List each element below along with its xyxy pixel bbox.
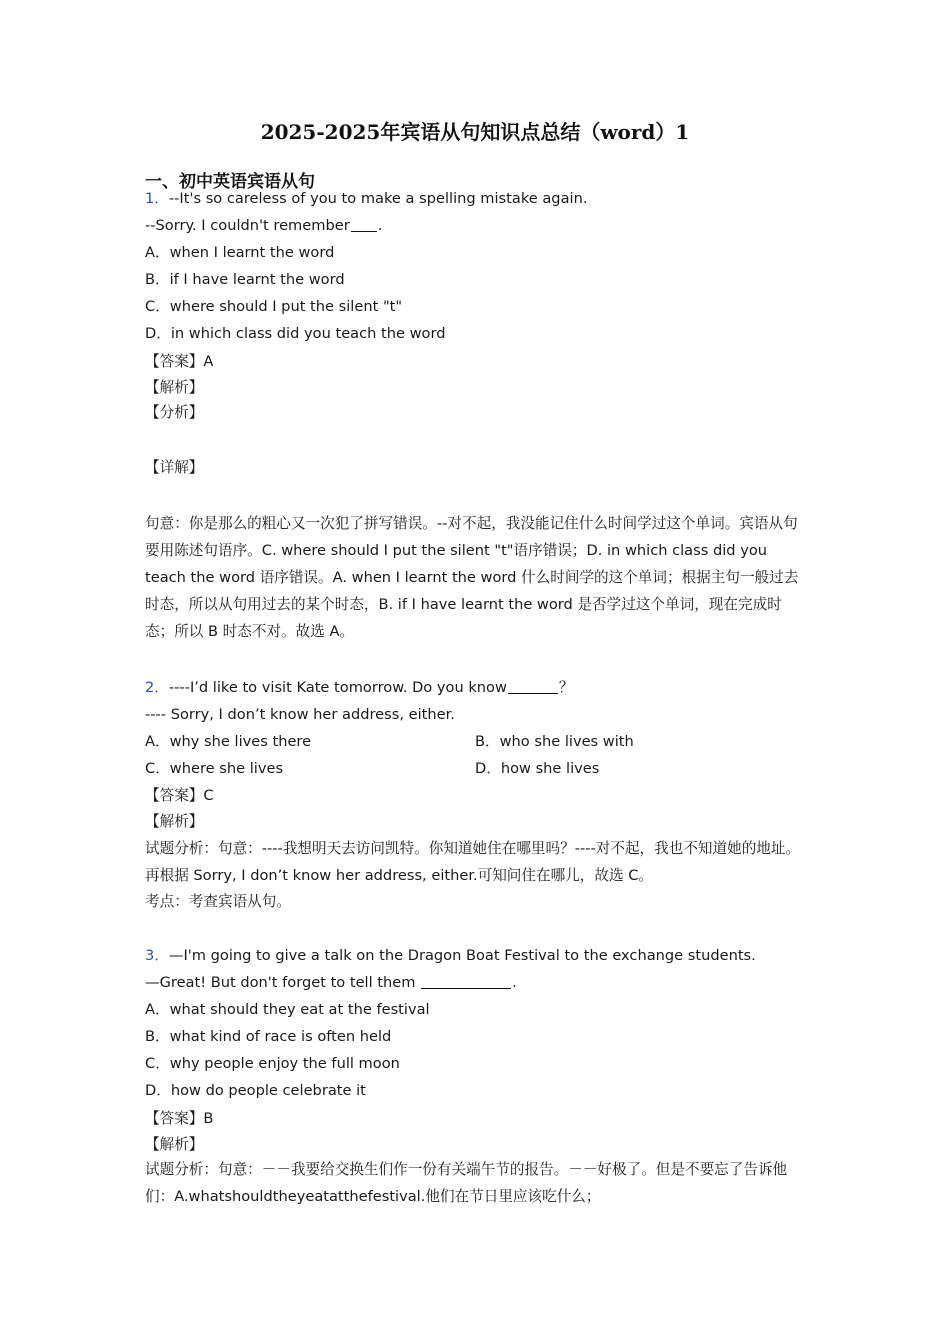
question-1-number: 1． bbox=[145, 190, 169, 207]
question-1-stem-line1: 1．--It's so careless of you to make a spelling mistake again. bbox=[145, 190, 588, 207]
section-heading: 一、初中英语宾语从句 bbox=[145, 172, 315, 192]
answer-blank bbox=[421, 974, 511, 989]
question-2-option-d: D．how she lives bbox=[475, 760, 600, 777]
question-3-option-d: D．how do people celebrate it bbox=[145, 1082, 366, 1099]
answer-blank bbox=[508, 679, 558, 694]
question-1-option-a: A．when I learnt the word bbox=[145, 244, 335, 261]
question-3-analysis-label: 【解析】 bbox=[145, 1136, 204, 1153]
question-2-kaodian: 考点：考查宾语从句。 bbox=[145, 893, 291, 910]
question-1-fenxi-label: 【分析】 bbox=[145, 404, 204, 421]
question-1-option-d: D．in which class did you teach the word bbox=[145, 325, 446, 342]
question-1-stem-line2: --Sorry. I couldn't remember . bbox=[145, 217, 383, 234]
question-2-explanation: 试题分析：句意：----我想明天去访问凯特。你知道她住在哪里吗？----对不起，我也不知道她的地址。再根据 Sorry, I don’t know her address, either.可知问住在哪儿，故选 C。 bbox=[145, 840, 801, 884]
question-2-stem-line2: ---- Sorry, I don’t know her address, either. bbox=[145, 706, 455, 723]
question-1-answer: 【答案】A bbox=[145, 353, 214, 370]
question-1-option-c: C．where should I put the silent "t" bbox=[145, 298, 403, 315]
question-3-stem-line1: 3．—I'm going to give a talk on the Dragon Boat Festival to the exchange students. bbox=[145, 947, 756, 964]
question-3-option-c: C．why people enjoy the full moon bbox=[145, 1055, 400, 1072]
answer-blank bbox=[351, 217, 377, 232]
question-3-option-a: A．what should they eat at the festival bbox=[145, 1001, 430, 1018]
question-3-option-b: B．what kind of race is often held bbox=[145, 1028, 392, 1045]
question-2-option-c: C．where she lives bbox=[145, 760, 284, 777]
question-1-xiangjie-label: 【详解】 bbox=[145, 459, 204, 476]
question-2-number: 2． bbox=[145, 679, 169, 696]
document-title: 2025-2025年宾语从句知识点总结（word）1 bbox=[260, 120, 690, 144]
question-1-explanation: 句意：你是那么的粗心又一次犯了拼写错误。--对不起，我没能记住什么时间学过这个单词。宾语从句要用陈述句语序。C. where should I put the silent "t"语序错误；D. in which class did you teach the word 语序错误。A. when I learnt the word 什么时间学的这个单词；根据主句一般过去时态，所以从句用过去的某个时态，B. if I have learnt the word 是否学过这个单词，现在完成时态；所以 B 时态不对。故选 A。 bbox=[145, 515, 799, 640]
question-1-option-b: B．if I have learnt the word bbox=[145, 271, 345, 288]
question-3-number: 3． bbox=[145, 947, 169, 964]
question-3-stem-line2: —Great! But don't forget to tell them . bbox=[145, 974, 517, 991]
question-1-analysis-label: 【解析】 bbox=[145, 379, 204, 396]
question-2-option-b: B．who she lives with bbox=[475, 733, 634, 750]
question-2-analysis-label: 【解析】 bbox=[145, 813, 204, 830]
question-2-answer: 【答案】C bbox=[145, 787, 214, 804]
question-3-explanation: 试题分析：句意：－－我要给交换生们作一份有关端午节的报告。－－好极了。但是不要忘了告诉他们：A.whatshouldtheyeatatthefestival.他们在节日里应该吃什么； bbox=[145, 1161, 788, 1205]
question-3-answer: 【答案】B bbox=[145, 1110, 214, 1127]
question-2-stem-line1: 2．----I’d like to visit Kate tomorrow. Do you know ？ bbox=[145, 679, 574, 696]
question-2-option-a: A．why she lives there bbox=[145, 733, 312, 750]
